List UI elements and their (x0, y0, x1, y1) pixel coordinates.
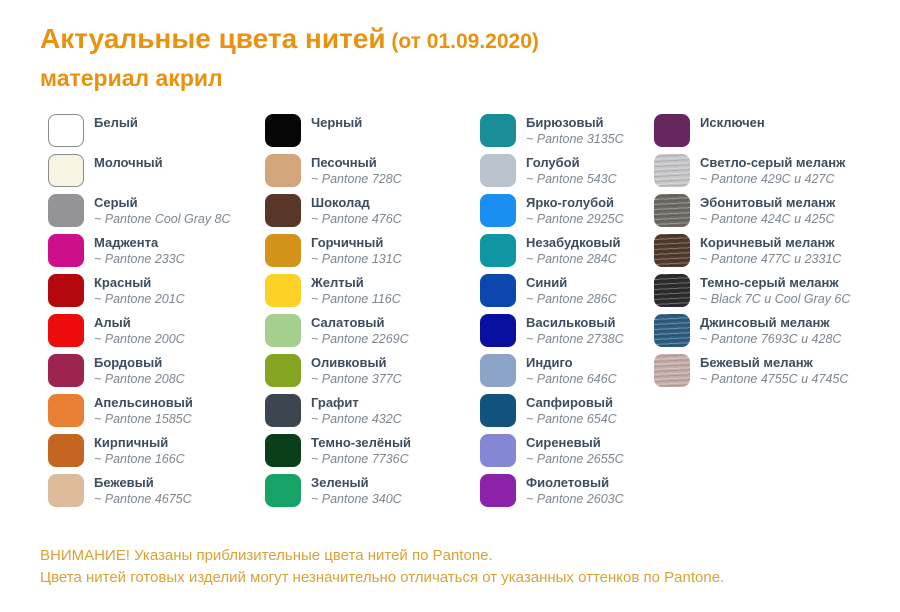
color-swatch (480, 354, 516, 387)
color-pantone-code: ~ Pantone 2655C (526, 452, 624, 466)
color-swatch (654, 194, 690, 227)
color-name: Горчичный (311, 235, 384, 250)
color-name: Шоколад (311, 195, 370, 210)
color-pantone-code: ~ Pantone 200C (94, 332, 185, 346)
color-pantone-code: ~ Pantone 476C (311, 212, 402, 226)
color-name: Графит (311, 395, 359, 410)
color-row (48, 314, 264, 354)
color-pantone-code: ~ Pantone 2738C (526, 332, 624, 346)
color-pantone-code: ~ Pantone 208C (94, 372, 185, 386)
color-name: Джинсовый меланж (700, 315, 830, 330)
color-swatch (48, 194, 84, 227)
color-column-3 (480, 114, 653, 514)
color-row (480, 274, 653, 314)
color-name: Бирюзовый (526, 115, 604, 130)
color-labels (700, 234, 841, 267)
color-row (265, 314, 479, 354)
color-name: Васильковый (526, 315, 616, 330)
color-labels (526, 194, 624, 227)
color-labels (526, 274, 617, 307)
color-pantone-code: ~ Pantone 654C (526, 412, 617, 426)
color-labels (526, 114, 624, 147)
color-name: Эбонитовый меланж (700, 195, 836, 210)
color-row (48, 474, 264, 514)
color-labels (94, 154, 163, 170)
color-row (48, 434, 264, 474)
color-row (480, 194, 653, 234)
color-swatch (654, 114, 690, 147)
color-row (480, 314, 653, 354)
color-name: Зеленый (311, 475, 369, 490)
color-row (48, 194, 264, 234)
color-swatch (265, 234, 301, 267)
color-swatch (48, 474, 84, 507)
color-pantone-code: ~ Pantone 543C (526, 172, 617, 186)
color-column-4 (654, 114, 900, 394)
color-labels (526, 234, 621, 267)
color-pantone-code: ~ Pantone 201C (94, 292, 185, 306)
color-pantone-code: ~ Pantone 2603C (526, 492, 624, 506)
color-labels (526, 354, 617, 387)
color-pantone-code: ~ Pantone 131C (311, 252, 402, 266)
color-row (654, 314, 900, 354)
color-pantone-code: ~ Pantone 2925C (526, 212, 624, 226)
color-row (48, 274, 264, 314)
color-swatch (480, 274, 516, 307)
color-name: Бежевый (94, 475, 154, 490)
color-pantone-code: ~ Pantone 728C (311, 172, 402, 186)
color-pantone-code: ~ Pantone 286C (526, 292, 617, 306)
color-row (480, 434, 653, 474)
color-swatch (265, 394, 301, 427)
color-name: Фиолетовый (526, 475, 610, 490)
color-pantone-code: ~ Pantone 166C (94, 452, 185, 466)
color-labels (311, 434, 411, 467)
color-row (480, 354, 653, 394)
color-labels (94, 274, 185, 307)
color-pantone-code: ~ Black 7C и Cool Gray 6C (700, 292, 851, 306)
color-swatch (480, 434, 516, 467)
color-swatch (654, 234, 690, 267)
color-pantone-code: ~ Pantone 646C (526, 372, 617, 386)
color-name: Синий (526, 275, 568, 290)
color-swatch (480, 154, 516, 187)
color-labels (526, 154, 617, 187)
color-column-1 (48, 114, 264, 514)
color-row (265, 194, 479, 234)
color-name: Оливковый (311, 355, 387, 370)
color-swatch (48, 314, 84, 347)
color-row (265, 154, 479, 194)
color-name: Сиреневый (526, 435, 601, 450)
color-name: Алый (94, 315, 131, 330)
color-name: Кирпичный (94, 435, 169, 450)
color-row (480, 234, 653, 274)
color-labels (311, 274, 401, 307)
color-swatch (654, 154, 690, 187)
color-name: Белый (94, 115, 138, 130)
color-row (48, 154, 264, 194)
color-labels (311, 154, 402, 187)
color-pantone-code: ~ Pantone 477C и 2331C (700, 252, 842, 266)
page-subtitle: материал акрил (40, 65, 223, 91)
color-row (48, 394, 264, 434)
color-pantone-code: ~ Pantone 3135C (526, 132, 624, 146)
color-row (654, 154, 900, 194)
color-pantone-code: ~ Pantone 284C (526, 252, 617, 266)
color-row (480, 114, 653, 154)
color-labels (94, 394, 193, 427)
color-labels (311, 114, 362, 130)
color-pantone-code: ~ Pantone 2269C (311, 332, 409, 346)
color-name: Салатовый (311, 315, 385, 330)
color-labels (700, 354, 848, 387)
color-labels (311, 474, 402, 507)
color-labels (311, 194, 402, 227)
color-pantone-code: ~ Pantone 432C (311, 412, 402, 426)
color-labels (526, 434, 624, 467)
color-name: Голубой (526, 155, 580, 170)
color-pantone-code: ~ Pantone 233C (94, 252, 185, 266)
color-labels (94, 474, 192, 507)
color-name: Исключен (700, 115, 765, 130)
color-pantone-code: ~ Pantone 424C и 425C (700, 212, 835, 226)
color-row (265, 114, 479, 154)
color-labels (94, 234, 185, 267)
page-title-date: (от 01.09.2020) (385, 30, 539, 53)
color-pantone-code: ~ Pantone Cool Gray 8C (94, 212, 231, 226)
color-row (48, 114, 264, 154)
color-row (480, 394, 653, 434)
color-name: Индиго (526, 355, 573, 370)
footer-warning-line2: Цвета нитей готовых изделий могут незначительно отличаться от указанных оттенков по Pantone. (40, 569, 725, 586)
color-row (265, 394, 479, 434)
color-swatch (480, 314, 516, 347)
color-labels (526, 314, 624, 347)
color-labels (700, 114, 765, 130)
color-labels (311, 314, 409, 347)
color-row (265, 234, 479, 274)
color-swatch (48, 274, 84, 307)
color-labels (526, 394, 617, 427)
color-labels (526, 474, 624, 507)
footer-warning-line1: ВНИМАНИЕ! Указаны приблизительные цвета нитей по Pantone. (40, 547, 493, 564)
color-pantone-code: ~ Pantone 1585C (94, 412, 192, 426)
color-row (654, 194, 900, 234)
color-row (654, 234, 900, 274)
color-row (265, 274, 479, 314)
color-swatch (480, 194, 516, 227)
color-name: Апельсиновый (94, 395, 193, 410)
color-swatch (654, 354, 690, 387)
color-pantone-code: ~ Pantone 4675C (94, 492, 192, 506)
footer-warning (40, 545, 724, 589)
page-title-block (40, 22, 539, 95)
color-row (480, 154, 653, 194)
color-labels (700, 154, 845, 187)
color-labels (94, 314, 185, 347)
color-row (654, 274, 900, 314)
color-swatch (654, 274, 690, 307)
color-labels (700, 274, 850, 307)
color-swatch (480, 234, 516, 267)
color-row (265, 434, 479, 474)
color-pantone-code: ~ Pantone 7693C и 428C (700, 332, 842, 346)
color-labels (311, 354, 402, 387)
color-swatch (265, 434, 301, 467)
color-name: Ярко-голубой (526, 195, 615, 210)
color-name: Темно-серый меланж (700, 275, 839, 290)
color-pantone-code: ~ Pantone 429C и 427C (700, 172, 835, 186)
color-swatch (480, 474, 516, 507)
color-name: Бордовый (94, 355, 163, 370)
color-swatch (48, 114, 84, 147)
color-labels (700, 314, 841, 347)
color-name: Сапфировый (526, 395, 613, 410)
color-swatch (654, 314, 690, 347)
color-labels (311, 394, 402, 427)
color-name: Незабудковый (526, 235, 621, 250)
color-row (265, 474, 479, 514)
color-labels (700, 194, 835, 227)
color-swatch (265, 474, 301, 507)
color-pantone-code: ~ Pantone 4755C и 4745C (700, 372, 849, 386)
color-name: Темно-зелёный (311, 435, 412, 450)
color-pantone-code: ~ Pantone 377C (311, 372, 402, 386)
color-column-2 (265, 114, 479, 514)
color-swatch (48, 434, 84, 467)
color-labels (94, 434, 185, 467)
color-name: Бежевый меланж (700, 355, 813, 370)
color-swatch (265, 154, 301, 187)
color-swatch (480, 394, 516, 427)
color-pantone-code: ~ Pantone 340C (311, 492, 402, 506)
color-pantone-code: ~ Pantone 7736C (311, 452, 409, 466)
color-labels (94, 114, 138, 130)
color-swatch (265, 114, 301, 147)
color-swatch (48, 154, 84, 187)
color-swatch (265, 314, 301, 347)
color-swatch (48, 394, 84, 427)
color-row (48, 354, 264, 394)
color-swatch (48, 354, 84, 387)
color-name: Желтый (311, 275, 364, 290)
color-row (654, 114, 900, 154)
color-labels (311, 234, 402, 267)
color-name: Светло-серый меланж (700, 155, 846, 170)
color-swatch (48, 234, 84, 267)
color-name: Черный (311, 115, 363, 130)
color-name: Коричневый меланж (700, 235, 835, 250)
color-labels (94, 194, 231, 227)
color-name: Молочный (94, 155, 163, 170)
color-name: Песочный (311, 155, 377, 170)
color-grid (0, 114, 900, 514)
color-row (654, 354, 900, 394)
color-row (48, 234, 264, 274)
color-swatch (265, 354, 301, 387)
page-title (40, 22, 539, 61)
page-title-text: Актуальные цвета нитей (40, 23, 386, 54)
color-labels (94, 354, 185, 387)
color-pantone-code: ~ Pantone 116C (311, 292, 401, 306)
color-name: Маджента (94, 235, 159, 250)
color-name: Красный (94, 275, 152, 290)
color-swatch (265, 274, 301, 307)
color-swatch (265, 194, 301, 227)
color-name: Серый (94, 195, 138, 210)
color-swatch (480, 114, 516, 147)
color-row (265, 354, 479, 394)
color-row (480, 474, 653, 514)
